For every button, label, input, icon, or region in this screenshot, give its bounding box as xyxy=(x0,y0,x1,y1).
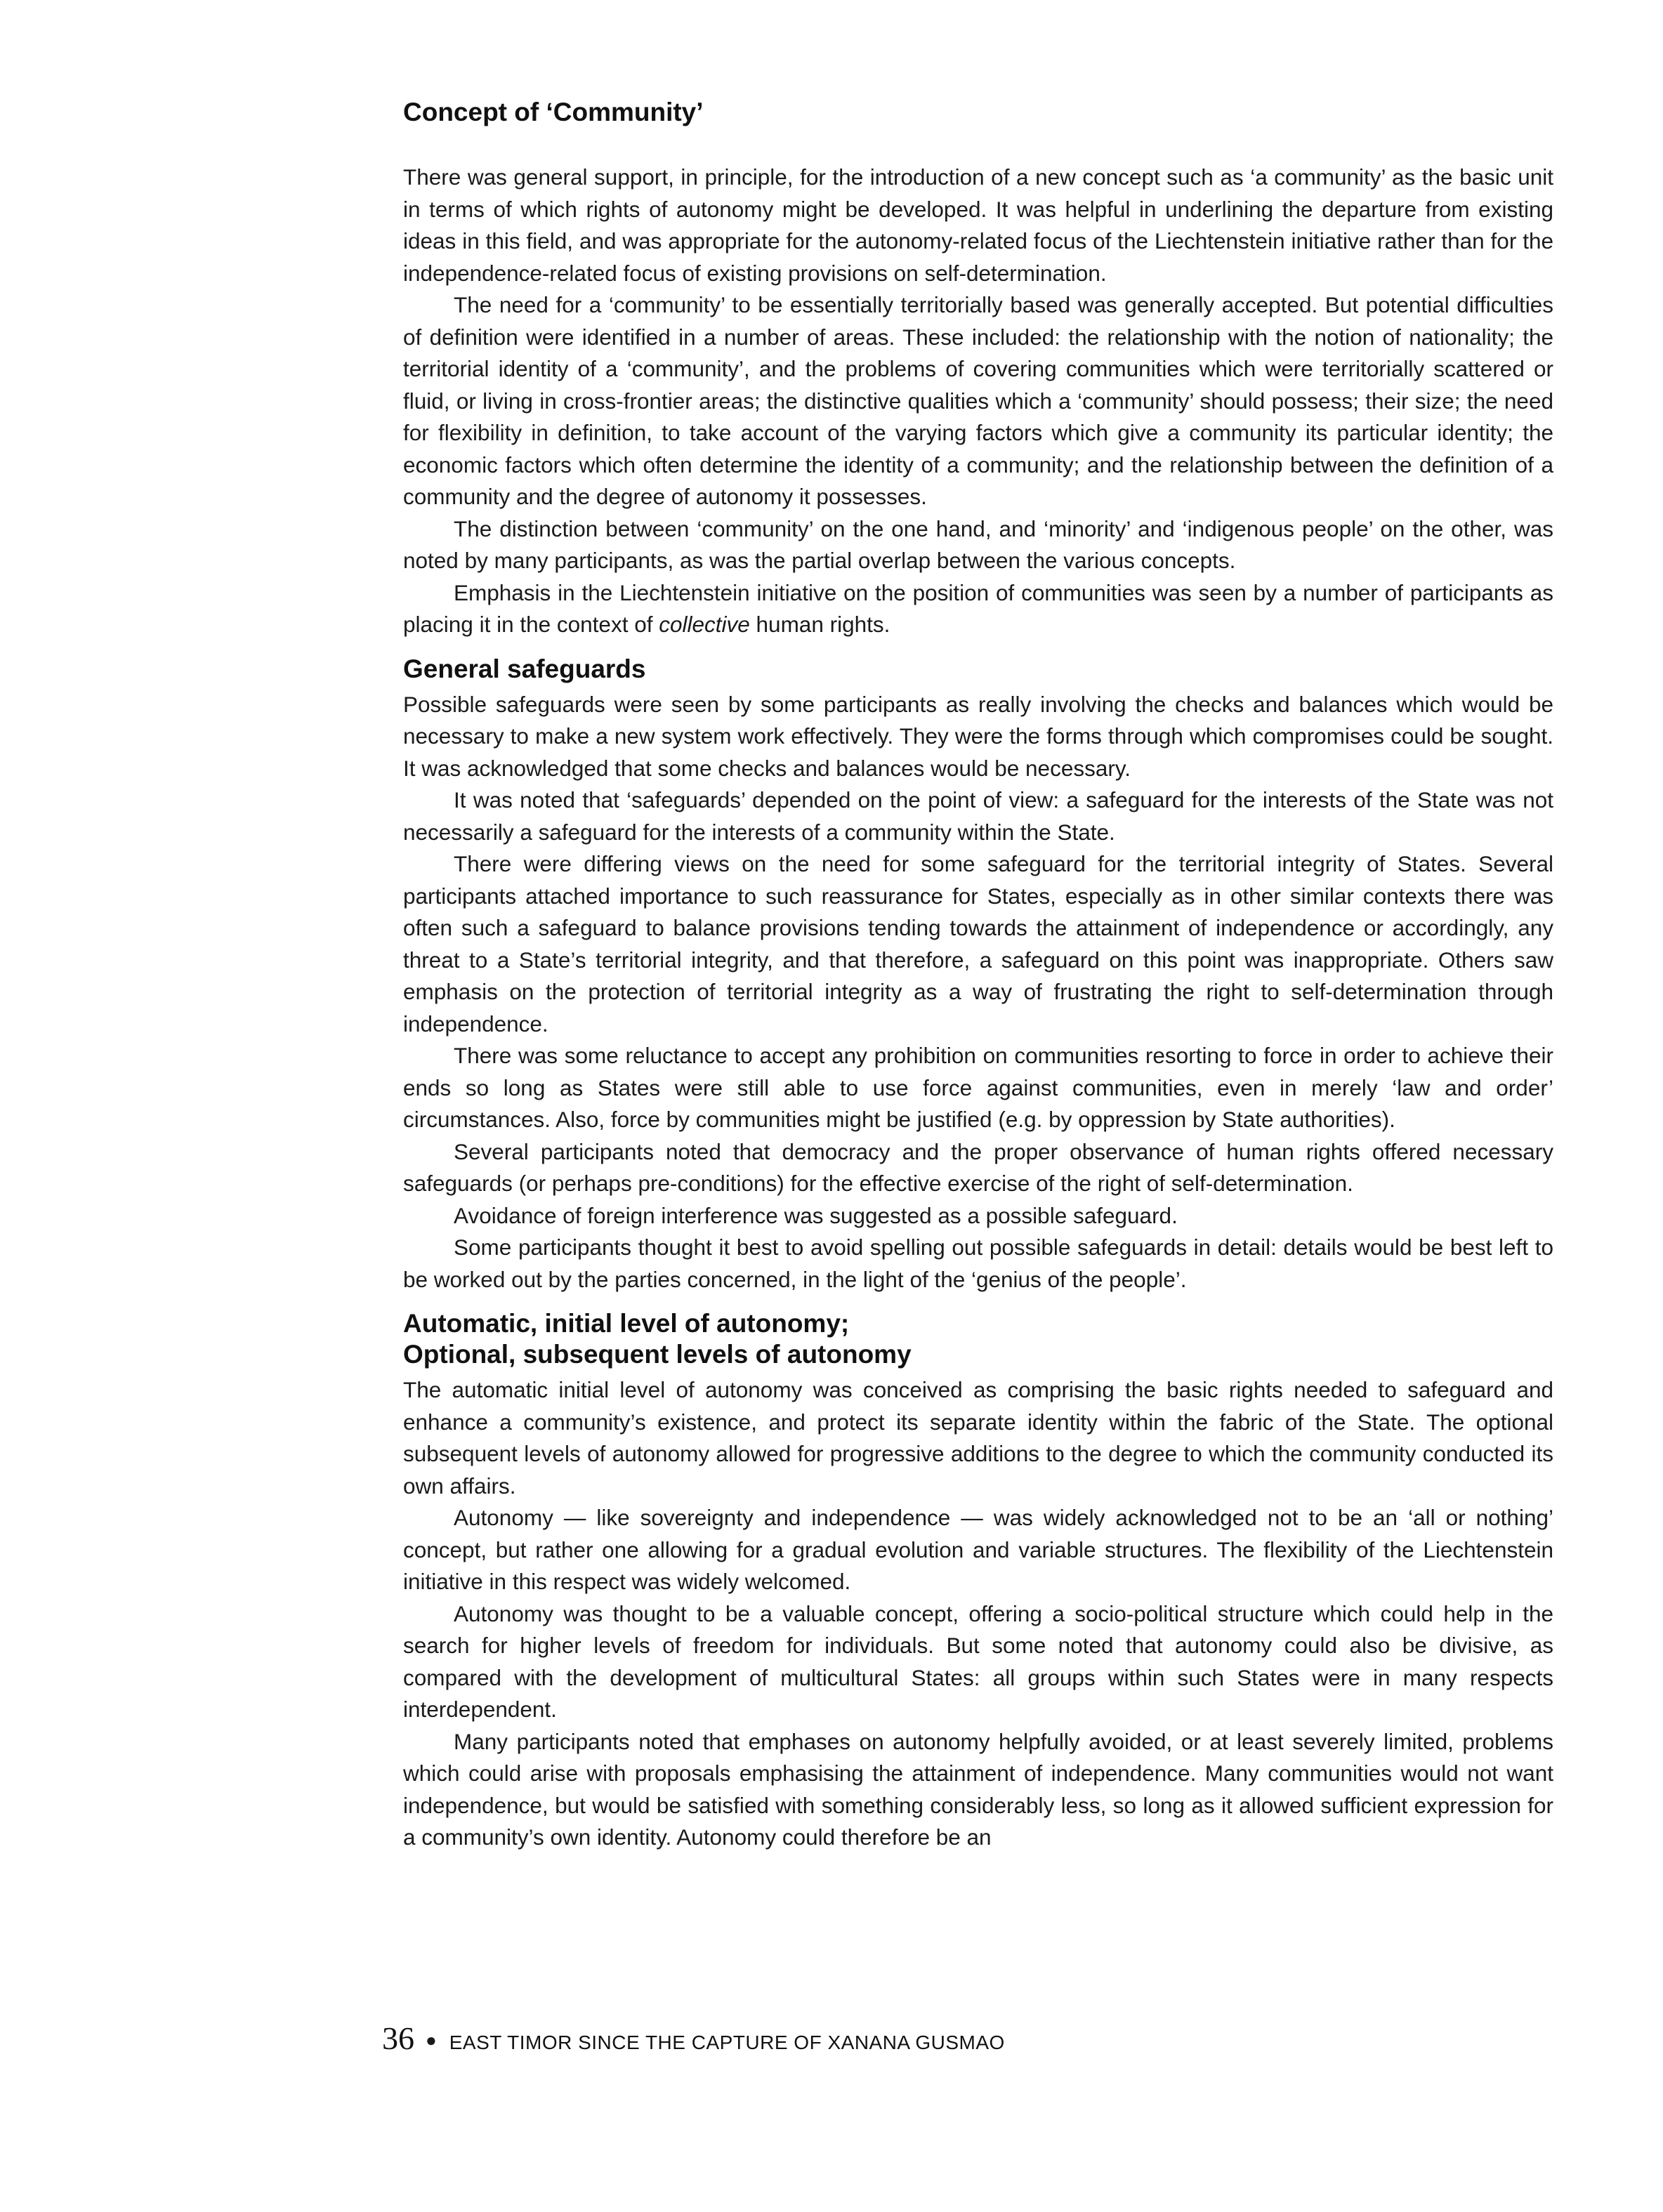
bullet-icon: ● xyxy=(426,2029,437,2050)
paragraph: The distinction between ‘community’ on the one hand, and ‘minority’ and ‘indigenous people’ on the other, was noted by many participants, as was the partial overlap between the various concepts. xyxy=(403,515,1553,573)
paragraph: Some participants thought it best to avoid spelling out possible safeguards in detail: details would be best left to be worked out by the parties concerned, in the light of the ‘genius of the people’. xyxy=(403,1235,1553,1292)
italic-collective: collective xyxy=(659,612,750,637)
paragraph: There was some reluctance to accept any prohibition on communities resorting to force in order to achieve their ends so long as States were still able to use force against communities, even in merely ‘law and order’ circumstances. Also, force by communities might be justified (e.g. by oppression by State authorities). xyxy=(403,1043,1553,1132)
paragraph: It was noted that ‘safeguards’ depended on the point of view: a safeguard for the interests of the State was not necessarily a safeguard for the interests of a community within the State. xyxy=(403,787,1553,845)
paragraph: Avoidance of foreign interference was suggested as a possible safeguard. xyxy=(454,1202,1178,1228)
paragraph-collective xyxy=(403,577,1553,641)
paragraph: There was general support, in principle, for the introduction of a new concept such as ‘a community’ as the basic unit in terms of which rights of autonomy might be developed. It was helpful in underlining the departure from existing ideas in this field, and was appropriate for the autonomy-related focus of the Liechtenstein initiative rather than for the independence-related focus of existing provisions on self-determination. xyxy=(403,164,1553,286)
running-title: EAST TIMOR SINCE THE CAPTURE OF XANANA GUSMAO xyxy=(449,2032,1005,2053)
paragraph: The automatic initial level of autonomy was conceived as comprising the basic rights needed to safeguard and enhance a community’s existence, and protect its separate identity within the fabric of the State. The optional subsequent levels of autonomy allowed for progressive additions to the degree to which the community conducted its own affairs. xyxy=(403,1377,1553,1499)
heading-concept-of-community: Concept of ‘Community’ xyxy=(403,98,704,126)
paragraph-text: human rights. xyxy=(749,612,890,637)
paragraph: Autonomy was thought to be a valuable concept, offering a socio-political structure which could help in the search for higher levels of freedom for individuals. But some noted that autonomy could also be divisive, as compared with the development of multicultural States: all groups within such States were in many respects interdependent. xyxy=(403,1600,1553,1722)
paragraph: Several participants noted that democracy and the proper observance of human rights offered necessary safeguards (or perhaps pre-conditions) for the effective exercise of the right of self-determination. xyxy=(403,1138,1553,1196)
paragraph-text: Emphasis in the Liechtenstein initiative on the position of communities was seen by a number of participants as placing it in the context of xyxy=(403,579,1553,637)
page-number: 36 xyxy=(382,2020,414,2056)
paragraph: There were differing views on the need for some safeguard for the territorial integrity of States. Several participants attached importance to such reassurance for States, especially as in other similar contexts there was often such a safeguard to balance provisions tending towards the attainment of independence or accordingly, any threat to a State’s territorial integrity, and that therefore, a safeguard on this point was inappropriate. Others saw emphasis on the protection of territorial integrity as a way of frustrating the right to self-determination through independence. xyxy=(403,851,1553,1036)
paragraph: Possible safeguards were seen by some participants as really involving the checks and balances which would be necessary to make a new system work effectively. They were the forms through which compromises could be sought. It was acknowledged that some checks and balances would be necessary. xyxy=(403,691,1553,781)
heading-line: Automatic, initial level of autonomy; xyxy=(403,1309,850,1338)
paragraph: Many participants noted that emphases on autonomy helpfully avoided, or at least severely limited, problems which could arise with proposals emphasising the attainment of independence. Many communities would not want independence, but would be satisfied with something considerably less, so long as it allowed sufficient expression for a community’s own identity. Autonomy could therefore be an xyxy=(403,1728,1553,1850)
heading-line: Optional, subsequent levels of autonomy xyxy=(403,1340,912,1369)
page-footer xyxy=(382,2020,1005,2057)
page-body xyxy=(403,97,1553,1854)
heading-general-safeguards: General safeguards xyxy=(403,654,646,683)
paragraph: The need for a ‘community’ to be essentially territorially based was generally accepted. But potential difficulties of definition were identified in a number of areas. These included: the relationship with the notion of nationality; the territorial identity of a ‘community’, and the problems of covering communities which were territorially scattered or fluid, or living in cross-frontier areas; the distinctive qualities which a ‘community’ should possess; their size; the need for flexibility in definition, to take account of the varying factors which give a community its particular identity; the economic factors which often determine the identity of a community; and the relationship between the definition of a community and the degree of autonomy it possesses. xyxy=(403,292,1553,509)
paragraph: Autonomy — like sovereignty and independence — was widely acknowledged not to be an ‘all or nothing’ concept, but rather one allowing for a gradual evolution and variable structures. The flexibility of the Liechtenstein initiative in this respect was widely welcomed. xyxy=(403,1505,1553,1594)
heading-levels-of-autonomy xyxy=(403,1308,1553,1370)
